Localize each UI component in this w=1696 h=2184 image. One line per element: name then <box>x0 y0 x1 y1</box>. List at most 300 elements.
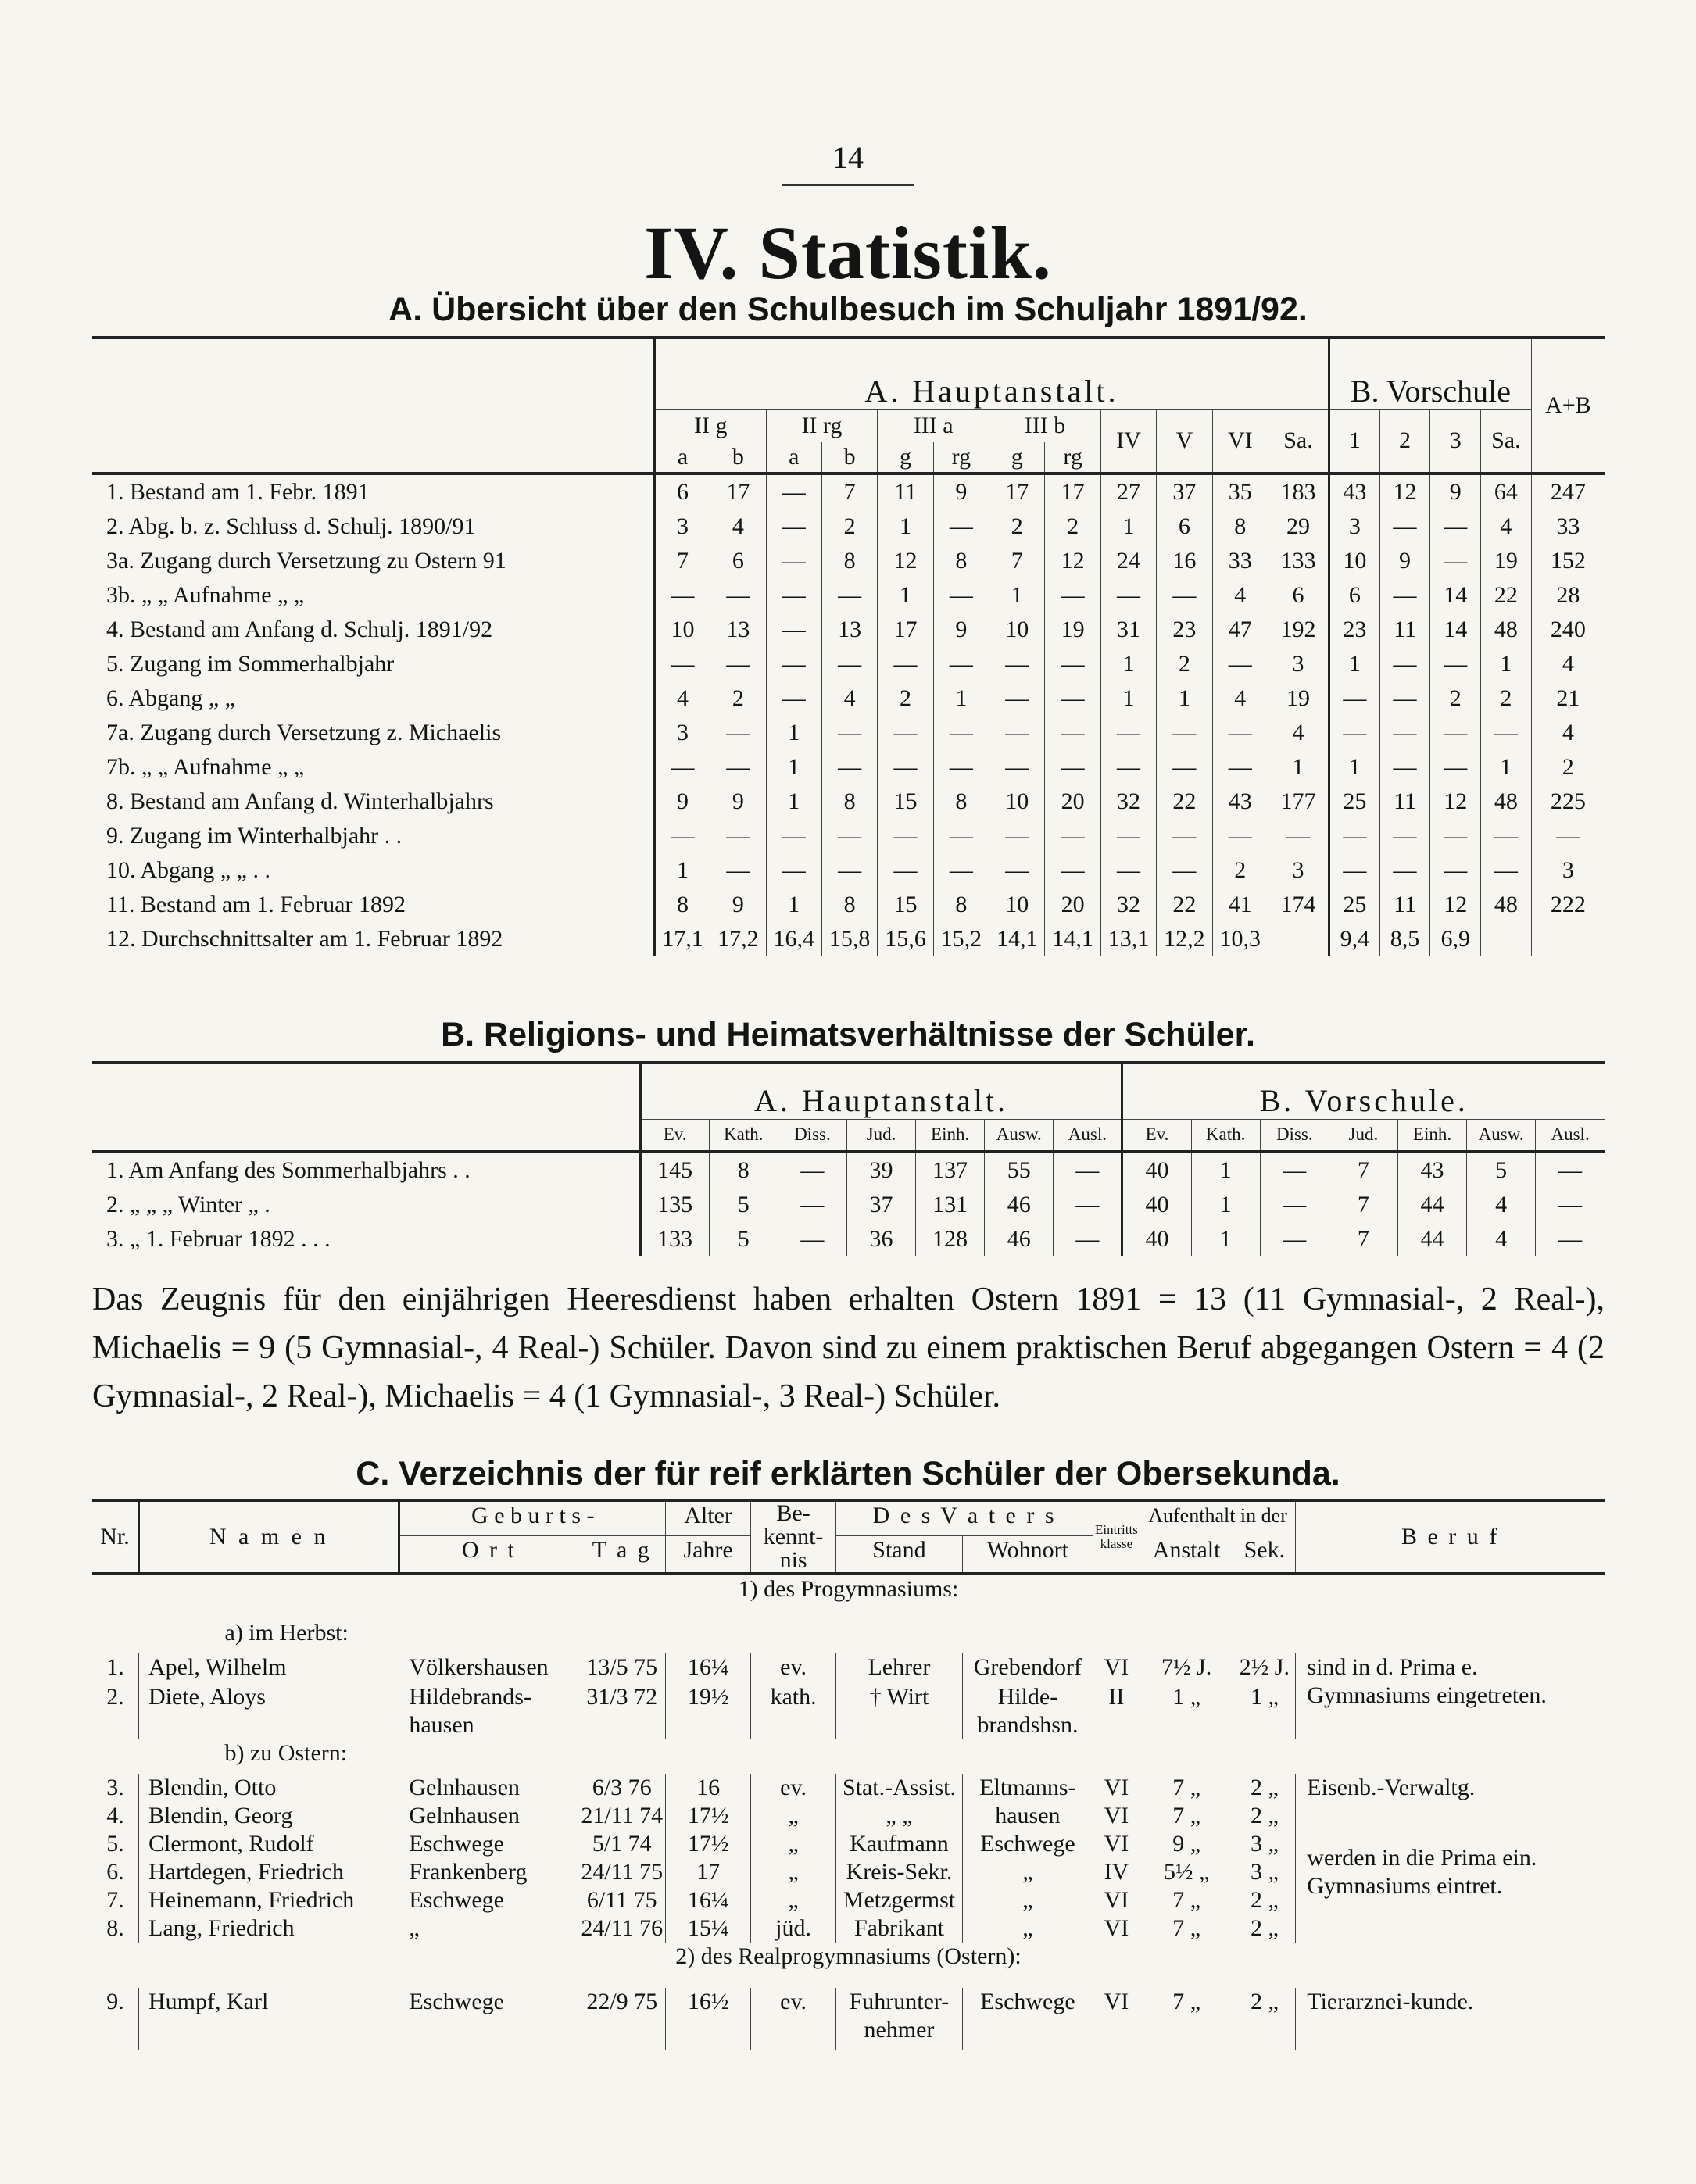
table-cell: — <box>766 819 821 853</box>
table-cell: — <box>989 681 1045 716</box>
table-cell: 174 <box>1268 888 1329 922</box>
table-row <box>92 647 1605 681</box>
student-stand: „ „ <box>836 1802 963 1830</box>
student-jahre: 17½ <box>666 1830 751 1858</box>
table-cell: 19 <box>1481 544 1532 578</box>
table-cell: 29 <box>1268 509 1329 544</box>
table-cell: 2 <box>1045 509 1100 544</box>
table-cell: — <box>1329 716 1380 750</box>
col-jahre-header: Jahre <box>666 1536 751 1574</box>
table-cell: 135 <box>640 1188 709 1222</box>
zeugnis-paragraph <box>92 1275 1605 1421</box>
table-cell: 32 <box>1100 888 1156 922</box>
table-cell: 17 <box>710 474 766 509</box>
class-header: III b <box>989 409 1101 442</box>
table-cell: 39 <box>846 1152 915 1188</box>
table-cell: 8 <box>933 544 989 578</box>
table-cell: 9 <box>710 888 766 922</box>
table-cell: 183 <box>1268 474 1329 509</box>
table-cell: 3 <box>1268 853 1329 888</box>
table-cell: — <box>1379 716 1430 750</box>
table-cell: 4 <box>1531 647 1605 681</box>
table-cell: 1 <box>1191 1188 1260 1222</box>
table-cell: 43 <box>1397 1152 1466 1188</box>
table-row <box>92 785 1605 819</box>
table-cell: 16,4 <box>766 922 821 956</box>
table-cell: 9 <box>933 613 989 647</box>
table-cell: 15,6 <box>878 922 933 956</box>
class-header: II rg <box>766 409 878 442</box>
row-label: 8. Bestand am Anfang d. Winterhalbjahrs <box>92 785 654 819</box>
table-row <box>92 544 1605 578</box>
col-geburts-header: G e b u r t s - <box>399 1500 666 1536</box>
table-cell: 35 <box>1212 474 1268 509</box>
table-cell: — <box>766 578 821 613</box>
student-rel: ev. <box>750 1988 835 2050</box>
table-cell: — <box>1045 647 1100 681</box>
subclass-header: a <box>654 442 710 474</box>
table-cell: 222 <box>1531 888 1605 922</box>
student-jahre: 16½ <box>666 1988 751 2050</box>
table-cell: — <box>710 853 766 888</box>
table-cell: 28 <box>1531 578 1605 613</box>
student-rel: kath. <box>750 1683 835 1739</box>
table-cell: 133 <box>1268 544 1329 578</box>
table-cell: — <box>1536 1188 1605 1222</box>
table-cell: 7 <box>989 544 1045 578</box>
section-b-title: B. Religions- und Heimatsverhältnisse der Schüler. <box>441 1016 1255 1053</box>
table-cell: 6 <box>710 544 766 578</box>
student-nr: 9. <box>106 1989 124 2014</box>
table-cell: — <box>821 647 877 681</box>
student-stand: Kaufmann <box>836 1830 963 1858</box>
table-cell: 10 <box>654 613 710 647</box>
col-aufenthalt-header: Aufenthalt in der <box>1140 1500 1295 1536</box>
col-ort-header: O r t <box>399 1536 578 1574</box>
table-cell: 152 <box>1531 544 1605 578</box>
student-tag: 31/3 72 <box>578 1683 666 1739</box>
student-anstalt: 7 „ <box>1140 1774 1233 1802</box>
table-cell: — <box>933 819 989 853</box>
table-cell: 2 <box>1531 750 1605 785</box>
table-schulbesuch <box>92 336 1605 956</box>
table-cell: 5 <box>709 1188 778 1222</box>
table-cell: — <box>1430 750 1481 785</box>
page-number: 14 <box>832 140 864 175</box>
student-wohnort: „ <box>962 1858 1093 1886</box>
table-cell: 12 <box>1430 888 1481 922</box>
student-anstalt: 9 „ <box>1140 1830 1233 1858</box>
table-cell: 1 <box>654 853 710 888</box>
table-cell: — <box>1329 681 1380 716</box>
student-stand: Fabrikant <box>836 1914 963 1943</box>
col-bekenntnis-header: Be-kennt-nis <box>750 1500 835 1574</box>
table-row <box>92 474 1605 509</box>
table-cell: 12 <box>1379 474 1430 509</box>
table-cell: 15 <box>878 785 933 819</box>
table-cell: — <box>1481 819 1532 853</box>
table-cell: 12 <box>878 544 933 578</box>
table-cell: — <box>766 647 821 681</box>
table-cell: 14,1 <box>989 922 1045 956</box>
student-name: Apel, Wilhelm <box>139 1653 399 1683</box>
table-cell: 10,3 <box>1212 922 1268 956</box>
table-cell: 10 <box>989 785 1045 819</box>
table-cell: 133 <box>640 1222 709 1256</box>
student-tag: 5/1 74 <box>578 1830 666 1858</box>
table-cell: — <box>766 681 821 716</box>
table-cell: 1 <box>1100 509 1156 544</box>
table-cell: — <box>933 750 989 785</box>
table-cell: 4 <box>1467 1222 1536 1256</box>
table-cell: 128 <box>916 1222 985 1256</box>
table-cell: 37 <box>1157 474 1212 509</box>
student-sek: 2½ J. <box>1233 1653 1296 1683</box>
table-cell: 7 <box>1329 1188 1397 1222</box>
table-cell: 3 <box>654 509 710 544</box>
label-herbst: a) im Herbst: <box>224 1620 349 1646</box>
student-tag: 21/11 74 <box>578 1802 666 1830</box>
table-cell: 44 <box>1397 1222 1466 1256</box>
table-cell: — <box>933 647 989 681</box>
table-cell: 1 <box>878 509 933 544</box>
table-cell: — <box>654 819 710 853</box>
table-cell: 13,1 <box>1100 922 1156 956</box>
table-cell: 41 <box>1212 888 1268 922</box>
religion-col-header: Einh. <box>1397 1119 1466 1152</box>
table-cell: — <box>821 716 877 750</box>
table-cell: 40 <box>1122 1152 1191 1188</box>
student-nr: 5. <box>106 1831 124 1857</box>
student-kl: VI <box>1093 1914 1140 1943</box>
student-nr: 6. <box>106 1859 124 1885</box>
table-cell: 4 <box>1531 716 1605 750</box>
table-cell: — <box>1481 716 1532 750</box>
table-row <box>92 1152 1605 1188</box>
student-wohnort: „ <box>962 1914 1093 1943</box>
table-cell: — <box>989 716 1045 750</box>
table-cell: 44 <box>1397 1188 1466 1222</box>
student-nr: 1. <box>106 1654 124 1680</box>
table-cell: — <box>1157 819 1212 853</box>
table-row <box>92 819 1605 853</box>
class-header: III a <box>878 409 989 442</box>
student-wohnort: hausen <box>962 1802 1093 1830</box>
table-cell: 1 <box>1100 681 1156 716</box>
col-sek-header: Sek. <box>1233 1536 1296 1574</box>
student-nr: 2. <box>106 1684 124 1710</box>
table-row <box>92 613 1605 647</box>
col-namen-header: N a m e n <box>139 1500 399 1574</box>
table-cell: — <box>778 1222 846 1256</box>
table-cell: 4 <box>654 681 710 716</box>
table-cell: — <box>933 853 989 888</box>
class-header: Sa. <box>1268 409 1329 474</box>
student-nr: 3. <box>106 1775 124 1800</box>
student-tag: 24/11 75 <box>578 1858 666 1886</box>
table-cell: — <box>1430 544 1481 578</box>
table-cell: — <box>1536 1222 1605 1256</box>
religion-col-header: Ausw. <box>985 1119 1054 1152</box>
col-anstalt-header: Anstalt <box>1140 1536 1233 1574</box>
student-name: Blendin, Otto <box>139 1774 399 1802</box>
table-cell: 48 <box>1481 785 1532 819</box>
table-cell: 46 <box>985 1222 1054 1256</box>
table-cell: 1 <box>1329 647 1380 681</box>
table-cell: — <box>1430 853 1481 888</box>
row-label: 6. Abgang „ „ <box>92 681 654 716</box>
table-cell: 6,9 <box>1430 922 1481 956</box>
table-cell: 46 <box>985 1188 1054 1222</box>
student-name: Blendin, Georg <box>139 1802 399 1830</box>
table-cell: 19 <box>1268 681 1329 716</box>
table-cell: — <box>878 750 933 785</box>
religion-col-header: Ev. <box>640 1119 709 1152</box>
label-ostern: b) zu Ostern: <box>224 1740 348 1766</box>
student-rel: ev. <box>750 1653 835 1683</box>
table-cell: 12 <box>1430 785 1481 819</box>
table-cell: 3 <box>654 716 710 750</box>
beruf-eisenbahn: Eisenb.-Verwaltg. <box>1296 1774 1605 1802</box>
student-sek: 2 „ <box>1233 1886 1296 1914</box>
table-cell: — <box>821 578 877 613</box>
table-cell: 8 <box>821 544 877 578</box>
table-cell: 17,1 <box>654 922 710 956</box>
table-cell: 4 <box>821 681 877 716</box>
table-cell: — <box>1100 716 1156 750</box>
student-jahre: 16 <box>666 1774 751 1802</box>
student-sek: 1 „ <box>1233 1683 1296 1739</box>
table-cell: 8 <box>654 888 710 922</box>
table-cell: — <box>1379 750 1430 785</box>
table-cell: — <box>710 578 766 613</box>
table-cell: — <box>1430 509 1481 544</box>
table-cell: 17 <box>989 474 1045 509</box>
table-cell: 17,2 <box>710 922 766 956</box>
student-name: Heinemann, Friedrich <box>139 1886 399 1914</box>
table-cell: 6 <box>1268 578 1329 613</box>
student-sek: 2 „ <box>1233 1774 1296 1802</box>
class-header: Sa. <box>1481 409 1532 474</box>
student-row <box>92 1802 1605 1830</box>
table-cell: — <box>1531 819 1605 853</box>
table-cell: 2 <box>989 509 1045 544</box>
religion-col-header: Kath. <box>709 1119 778 1152</box>
table-cell: — <box>1212 716 1268 750</box>
student-wohnort: Eltmanns- <box>962 1774 1093 1802</box>
table-cell: 48 <box>1481 613 1532 647</box>
col-total-header: A+B <box>1531 338 1605 474</box>
table-cell: 47 <box>1212 613 1268 647</box>
table-cell: 2 <box>1157 647 1212 681</box>
table-cell: 4 <box>1212 681 1268 716</box>
religion-col-header: Jud. <box>846 1119 915 1152</box>
student-ort: Hildebrands-hausen <box>399 1683 578 1739</box>
table-cell: 7 <box>821 474 877 509</box>
table-row <box>92 578 1605 613</box>
class-header: IV <box>1100 409 1156 474</box>
table-cell: — <box>821 819 877 853</box>
table-cell: — <box>710 750 766 785</box>
student-ort: Gelnhausen <box>399 1774 578 1802</box>
table-cell: 3 <box>1329 509 1380 544</box>
table-cell: 13 <box>821 613 877 647</box>
group-b-vorschule: B. Vorschule. <box>1259 1082 1469 1118</box>
student-jahre: 16¼ <box>666 1886 751 1914</box>
student-nr: 7. <box>106 1887 124 1913</box>
student-name: Hartdegen, Friedrich <box>139 1858 399 1886</box>
table-cell: 15,8 <box>821 922 877 956</box>
table-cell: 9 <box>654 785 710 819</box>
table-cell: 9,4 <box>1329 922 1380 956</box>
religion-col-header: Ausl. <box>1536 1119 1605 1152</box>
table-cell: 1 <box>1191 1222 1260 1256</box>
row-label: 10. Abgang „ „ . . <box>92 853 654 888</box>
table-a-header <box>92 338 1605 474</box>
student-anstalt: 5½ „ <box>1140 1858 1233 1886</box>
student-sek: 3 „ <box>1233 1830 1296 1858</box>
student-kl: VI <box>1093 1802 1140 1830</box>
table-cell: 10 <box>989 613 1045 647</box>
table-cell: — <box>710 716 766 750</box>
religion-col-header: Kath. <box>1191 1119 1260 1152</box>
student-name: Humpf, Karl <box>139 1988 399 2050</box>
student-stand: † Wirt <box>836 1683 963 1739</box>
table-cell: — <box>1379 578 1430 613</box>
student-wohnort: Eschwege <box>962 1830 1093 1858</box>
student-rel: „ <box>750 1802 835 1830</box>
table-cell: 20 <box>1045 785 1100 819</box>
table-cell: 17 <box>878 613 933 647</box>
student-jahre: 15¼ <box>666 1914 751 1943</box>
table-cell: 4 <box>1268 716 1329 750</box>
row-label: 4. Bestand am Anfang d. Schulj. 1891/92 <box>92 613 654 647</box>
table-cell: 40 <box>1122 1188 1191 1222</box>
row-label: 12. Durchschnittsalter am 1. Februar 1892 <box>92 922 654 956</box>
table-cell: — <box>1268 819 1329 853</box>
table-cell: 17 <box>1045 474 1100 509</box>
student-kl: VI <box>1093 1830 1140 1858</box>
table-cell: 1 <box>1481 750 1532 785</box>
student-stand: Metzgermst <box>836 1886 963 1914</box>
class-header: 1 <box>1329 409 1380 474</box>
table-cell: 20 <box>1045 888 1100 922</box>
table-cell: 37 <box>846 1188 915 1222</box>
table-cell: 11 <box>1379 613 1430 647</box>
table-cell: — <box>878 647 933 681</box>
student-tag: 24/11 76 <box>578 1914 666 1943</box>
table-cell: 1 <box>1100 647 1156 681</box>
table-cell: 8 <box>821 785 877 819</box>
table-cell: — <box>1430 819 1481 853</box>
table-cell: 55 <box>985 1152 1054 1188</box>
table-cell: 8,5 <box>1379 922 1430 956</box>
table-cell: 22 <box>1481 578 1532 613</box>
beruf-herbst: sind in d. Prima e. Gymnasiums eingetreten. <box>1296 1653 1605 1739</box>
table-cell: 14 <box>1430 578 1481 613</box>
table-cell: 32 <box>1100 785 1156 819</box>
table-cell: — <box>1212 819 1268 853</box>
table-cell: 1 <box>1481 647 1532 681</box>
table-cell: — <box>1054 1188 1122 1222</box>
table-cell: 137 <box>916 1152 985 1188</box>
student-wohnort: „ <box>962 1886 1093 1914</box>
student-stand: Lehrer <box>836 1653 963 1683</box>
table-cell: 1 <box>766 750 821 785</box>
section-a-title: A. Übersicht über den Schulbesuch im Schuljahr 1891/92. <box>388 291 1308 328</box>
table-cell: — <box>989 750 1045 785</box>
table-row <box>92 1222 1605 1256</box>
table-cell: 11 <box>878 474 933 509</box>
table-cell: 48 <box>1481 888 1532 922</box>
page-number-rule <box>782 184 914 186</box>
table-cell: — <box>933 716 989 750</box>
religion-col-header: Ausl. <box>1054 1119 1122 1152</box>
student-kl: II <box>1093 1683 1140 1739</box>
table-cell: 225 <box>1531 785 1605 819</box>
zeugnis-text: Das Zeugnis für den einjährigen Heeresdienst haben erhalten Ostern 1891 = 13 (11 Gymnasial-, 2 Real-), Michaelis = 9 (5 Gymnasial-, 4 Real-) Schüler. Davon sind zu einem praktischen Beruf abgegangen Ostern = 4 (2 Gymnasial-, 2 Real-), Michaelis = 4 (1 Gymnasial-, 3 Real-) Schüler. <box>92 1281 1605 1414</box>
table-cell: 1 <box>766 785 821 819</box>
section-progymnasium: 1) des Progymnasiums: <box>738 1576 959 1602</box>
table-cell: 16 <box>1157 544 1212 578</box>
table-cell: — <box>1260 1222 1329 1256</box>
table-cell: 6 <box>1329 578 1380 613</box>
student-ort: Frankenberg <box>399 1858 578 1886</box>
table-b-corner <box>92 1063 640 1152</box>
table-cell: — <box>1212 647 1268 681</box>
table-cell: 177 <box>1268 785 1329 819</box>
table-cell: 43 <box>1212 785 1268 819</box>
table-cell: 3 <box>1268 647 1329 681</box>
table-cell: 6 <box>654 474 710 509</box>
religion-col-header: Ausw. <box>1467 1119 1536 1152</box>
table-cell: — <box>654 647 710 681</box>
table-cell: — <box>1045 750 1100 785</box>
table-cell: 1 <box>766 888 821 922</box>
table-cell <box>1268 922 1329 956</box>
student-kl: VI <box>1093 1988 1140 2050</box>
table-cell: — <box>1430 716 1481 750</box>
student-tag: 6/11 75 <box>578 1886 666 1914</box>
religion-col-header: Ev. <box>1122 1119 1191 1152</box>
table-cell: — <box>1329 853 1380 888</box>
table-cell: 8 <box>1212 509 1268 544</box>
table-cell: — <box>1045 681 1100 716</box>
subclass-header: g <box>878 442 933 474</box>
subclass-header: rg <box>1045 442 1100 474</box>
table-cell: 2 <box>710 681 766 716</box>
table-cell: — <box>1054 1222 1122 1256</box>
col-wohnort-header: Wohnort <box>962 1536 1093 1574</box>
class-header: VI <box>1212 409 1268 474</box>
student-jahre: 17 <box>666 1858 751 1886</box>
table-cell: 2 <box>878 681 933 716</box>
table-cell: — <box>989 647 1045 681</box>
col-stand-header: Stand <box>836 1536 963 1574</box>
table-cell: 8 <box>933 785 989 819</box>
table-cell: — <box>778 1188 846 1222</box>
table-cell: 2 <box>1481 681 1532 716</box>
table-cell: 15 <box>878 888 933 922</box>
table-cell: 9 <box>1430 474 1481 509</box>
table-cell: 1 <box>933 681 989 716</box>
table-cell: 145 <box>640 1152 709 1188</box>
table-cell: — <box>878 716 933 750</box>
table-cell: 4 <box>710 509 766 544</box>
student-name: Lang, Friedrich <box>139 1914 399 1943</box>
table-cell: 19 <box>1045 613 1100 647</box>
table-cell: 131 <box>916 1188 985 1222</box>
